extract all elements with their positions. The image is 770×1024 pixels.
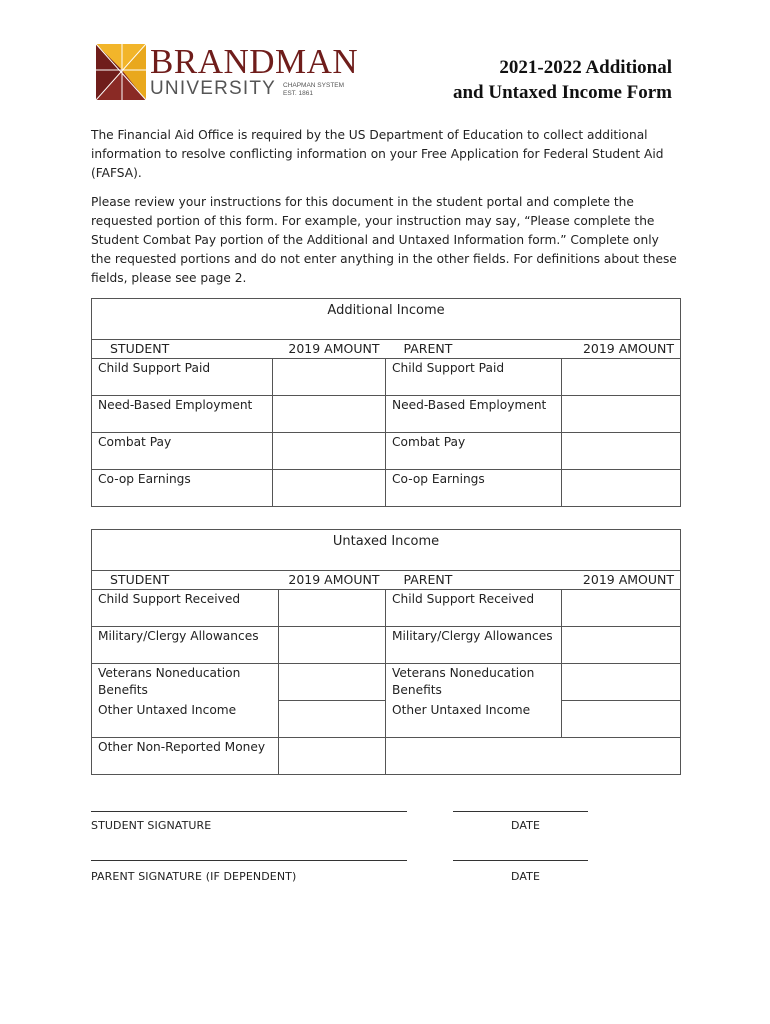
logo-wordmark-university: UNIVERSITY (150, 78, 277, 99)
brandman-logo (96, 42, 359, 100)
untaxed-student-header-cell (92, 571, 386, 590)
untaxed-income-title: Untaxed Income (92, 530, 681, 571)
untaxed-student-label: Other Non-Reported Money (92, 738, 279, 775)
untaxed-student-amount-field[interactable] (279, 627, 386, 664)
additional-parent-label: Need-Based Employment (386, 396, 562, 433)
untaxed-parent-label: Veterans Noneducation Benefits (386, 664, 562, 701)
untaxed-parent-amount-field[interactable] (562, 701, 681, 738)
additional-income-table (91, 298, 681, 507)
additional-parent-amount-header: 2019 AMOUNT (582, 341, 675, 356)
untaxed-parent-amount-field[interactable] (562, 664, 681, 701)
form-title-line2: and Untaxed Income Form (452, 82, 672, 103)
parent-date-line[interactable] (453, 860, 588, 861)
parent-signature-line[interactable] (91, 860, 407, 861)
untaxed-parent-label: Military/Clergy Allowances (386, 627, 562, 664)
student-date-label: DATE (511, 819, 541, 832)
additional-student-amount-field[interactable] (273, 470, 386, 507)
additional-student-label: Need-Based Employment (92, 396, 273, 433)
logo-system-text (283, 82, 344, 98)
student-signature-label: STUDENT SIGNATURE (91, 819, 212, 832)
untaxed-student-amount-field[interactable] (279, 664, 386, 701)
additional-parent-label: Combat Pay (386, 433, 562, 470)
parent-date-label: DATE (511, 870, 541, 883)
additional-parent-label: Child Support Paid (386, 359, 562, 396)
table-row (92, 701, 681, 738)
logo-system-line2: EST. 1861 (283, 90, 313, 97)
logo-mark-icon (96, 44, 146, 100)
form-title (412, 55, 672, 105)
logo-wordmark-brandman: BRANDMAN (150, 42, 359, 81)
additional-income-title: Additional Income (92, 299, 681, 340)
additional-student-label: Combat Pay (92, 433, 273, 470)
additional-student-amount-field[interactable] (273, 359, 386, 396)
logo-system-line1: CHAPMAN SYSTEM (283, 82, 345, 89)
untaxed-student-amount-field[interactable] (279, 701, 386, 738)
table-row (92, 738, 681, 775)
table-row (92, 470, 681, 507)
additional-student-amount-field[interactable] (273, 396, 386, 433)
additional-student-header-cell (92, 340, 386, 359)
table-row (92, 396, 681, 433)
table-row (92, 627, 681, 664)
untaxed-parent-amount-field[interactable] (562, 590, 681, 627)
additional-student-amount-field[interactable] (273, 433, 386, 470)
table-row (92, 433, 681, 470)
untaxed-student-amount-field[interactable] (279, 738, 386, 775)
untaxed-income-table (91, 529, 681, 775)
untaxed-student-label: Other Untaxed Income (92, 701, 279, 738)
intro-paragraph-2: Please review your instructions for this document in the student portal and complete the requested portion of this form. For example, your instruction may say, “Please complete the Student Combat Pay portion of the Additional and Untaxed Information form.” Complete only the requested portions and do not enter anything in the other fields. For definitions about these fields, please see page 2. (91, 195, 677, 285)
student-signature-line[interactable] (91, 811, 407, 812)
untaxed-student-label: Military/Clergy Allowances (92, 627, 279, 664)
untaxed-parent-empty-field[interactable] (386, 738, 681, 775)
untaxed-parent-header: PARENT (403, 572, 453, 587)
untaxed-parent-label: Other Untaxed Income (386, 701, 562, 738)
additional-parent-header-cell (386, 340, 681, 359)
untaxed-student-header: STUDENT (110, 572, 170, 587)
untaxed-parent-amount-field[interactable] (562, 627, 681, 664)
table-row (92, 664, 681, 701)
table-row (92, 359, 681, 396)
untaxed-student-label: Veterans Noneducation Benefits (92, 664, 279, 701)
additional-student-label: Child Support Paid (92, 359, 273, 396)
additional-parent-amount-field[interactable] (562, 470, 681, 507)
parent-signature-label: PARENT SIGNATURE (IF DEPENDENT) (91, 870, 297, 883)
additional-student-header: STUDENT (110, 341, 170, 356)
additional-student-amount-header: 2019 AMOUNT (288, 341, 380, 356)
untaxed-parent-amount-header: 2019 AMOUNT (582, 572, 675, 587)
untaxed-parent-label: Child Support Received (386, 590, 562, 627)
additional-parent-amount-field[interactable] (562, 396, 681, 433)
additional-parent-header: PARENT (403, 341, 453, 356)
untaxed-parent-header-cell (386, 571, 681, 590)
student-date-line[interactable] (453, 811, 588, 812)
untaxed-student-label: Child Support Received (92, 590, 279, 627)
untaxed-student-amount-field[interactable] (279, 590, 386, 627)
intro-paragraph-1: The Financial Aid Office is required by the US Department of Education to collect additional information to resolve conflicting information on your Free Application for Federal Student Aid (FAFSA). (91, 128, 664, 180)
additional-parent-amount-field[interactable] (562, 433, 681, 470)
table-row (92, 590, 681, 627)
untaxed-student-amount-header: 2019 AMOUNT (288, 572, 380, 587)
additional-parent-label: Co-op Earnings (386, 470, 562, 507)
form-title-line1: 2021-2022 Additional (499, 57, 672, 78)
additional-student-label: Co-op Earnings (92, 470, 273, 507)
additional-parent-amount-field[interactable] (562, 359, 681, 396)
